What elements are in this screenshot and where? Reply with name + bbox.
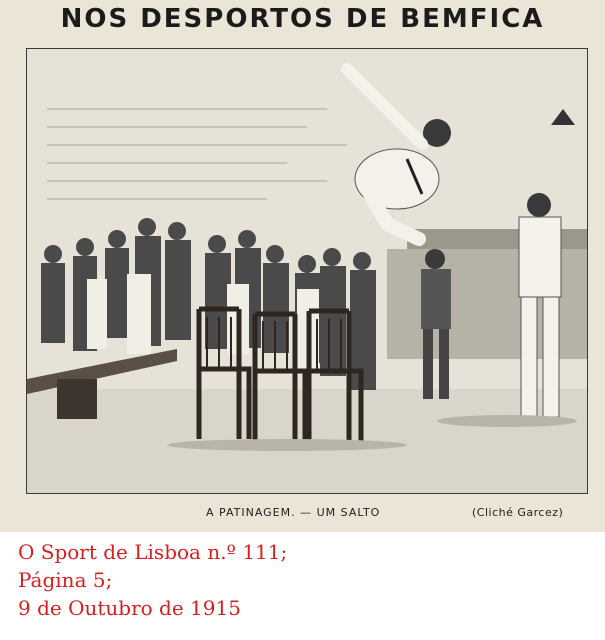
photograph xyxy=(26,48,588,494)
source-note xyxy=(18,538,287,622)
source-line-page: Página 5; xyxy=(18,568,113,592)
photo-caption: A PATINAGEM. — UM SALTO xyxy=(206,506,381,519)
headline: NOS DESPORTOS DE BEMFICA xyxy=(60,4,545,34)
source-line-publication: O Sport de Lisboa n.º 111; xyxy=(18,540,288,564)
source-line-date: 9 de Outubro de 1915 xyxy=(18,596,241,620)
photo-icon xyxy=(27,49,587,493)
photo-credit: (Cliché Garcez) xyxy=(472,506,564,519)
